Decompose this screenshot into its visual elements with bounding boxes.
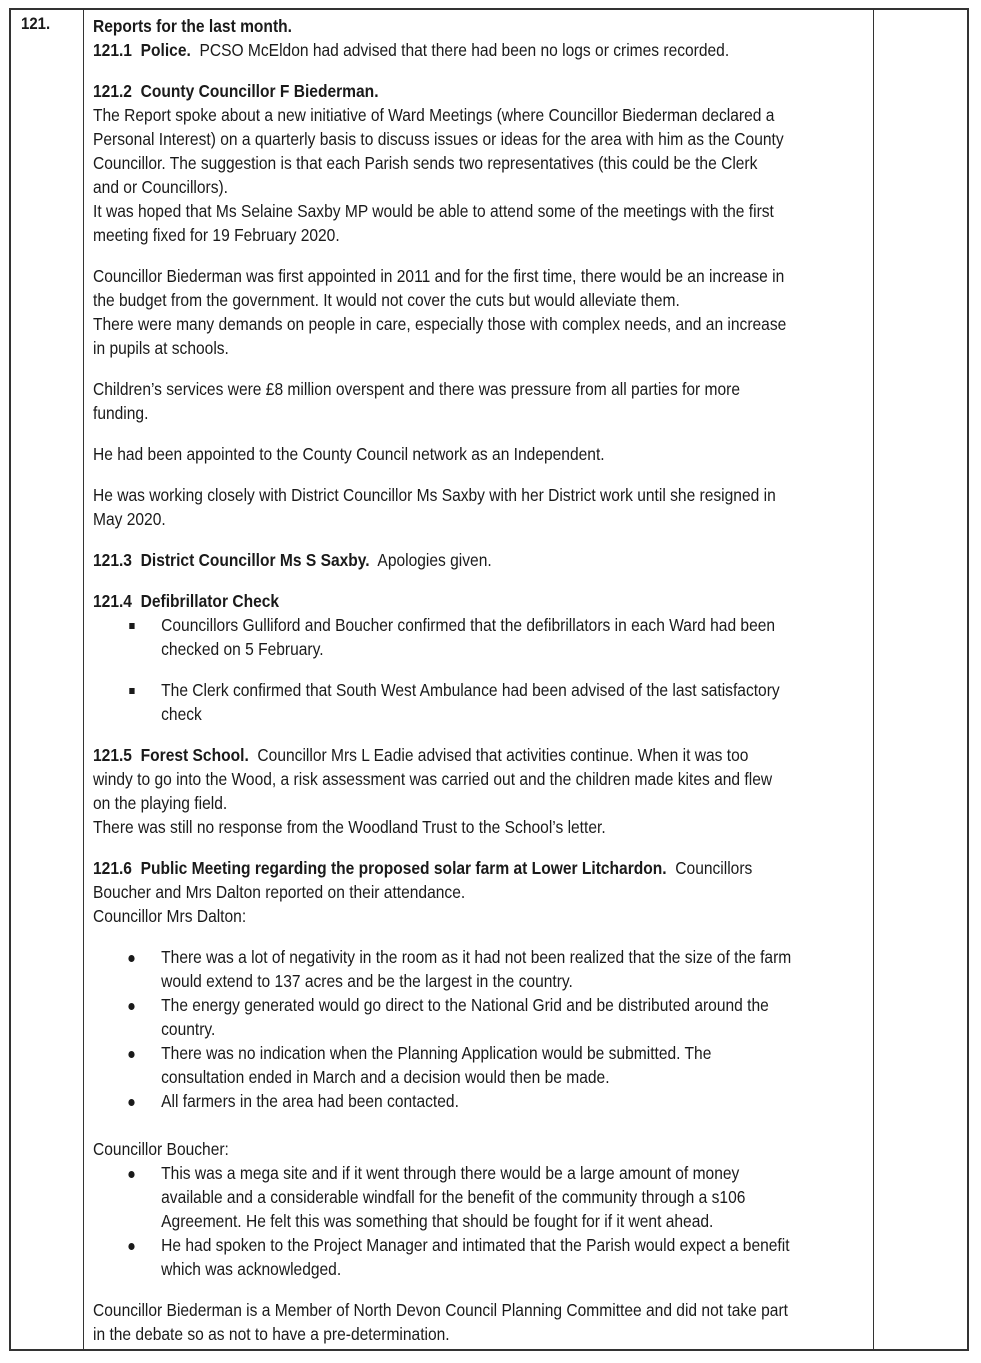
section-forest-school: 121.5 Forest School. Councillor Mrs L Eadie advised that activities continue. When it was too <box>93 745 749 765</box>
item-content <box>93 14 854 1346</box>
list-item: The Clerk confirmed that South West Ambulance had been advised of the last satisfactory check <box>93 678 854 726</box>
boucher-list <box>93 1161 854 1281</box>
bullet-icon <box>128 1243 134 1250</box>
bullet-icon <box>128 1171 134 1178</box>
column-divider <box>83 10 84 1349</box>
text-line: meeting fixed for 19 February 2020. <box>93 225 340 245</box>
text-line: Children’s services were £8 million overspent and there was pressure from all parties for more <box>93 379 741 399</box>
minutes-table <box>9 8 969 1351</box>
dalton-list <box>93 945 854 1113</box>
text-line: in pupils at schools. <box>93 338 229 358</box>
list-item: Councillors Gulliford and Boucher confirmed that the defibrillators in each Ward had been checked on 5 February. <box>93 613 854 661</box>
text-line: funding. <box>93 403 149 423</box>
list-item: The energy generated would go direct to the National Grid and be distributed around the country. <box>93 993 854 1041</box>
square-bullet-icon <box>129 623 134 629</box>
text-line: Councillor Biederman is a Member of North Devon Council Planning Committee and did not take part <box>93 1300 788 1320</box>
text-line: Councillor. The suggestion is that each Parish sends two representatives (this could be the Clerk <box>93 153 758 173</box>
defibrillator-list <box>93 613 854 726</box>
text-line: It was hoped that Ms Selaine Saxby MP would be able to attend some of the meetings with the first <box>93 201 774 221</box>
bullet-icon <box>128 955 134 962</box>
text-line: Councillor Mrs Dalton: <box>93 906 247 926</box>
square-bullet-icon <box>129 688 134 694</box>
text-line: The Report spoke about a new initiative of Ward Meetings (where Councillor Biederman declared a <box>93 105 775 125</box>
boucher-label: Councillor Boucher: <box>93 1139 229 1159</box>
section-police: 121.1 Police. PCSO McEldon had advised that there had been no logs or crimes recorded. <box>93 40 730 60</box>
text-line: Personal Interest) on a quarterly basis to discuss issues or ideas for the area with him as the County <box>93 129 784 149</box>
text-line: Boucher and Mrs Dalton reported on their attendance. <box>93 882 466 902</box>
text-line: He had been appointed to the County Council network as an Independent. <box>93 444 605 464</box>
section-public-meeting: 121.6 Public Meeting regarding the proposed solar farm at Lower Litchardon. Councillors <box>93 858 753 878</box>
text-line: windy to go into the Wood, a risk assessment was carried out and the children made kites and flew <box>93 769 773 789</box>
bullet-icon <box>128 1051 134 1058</box>
list-item: There was a lot of negativity in the room as it had not been realized that the size of the farm would extend to 137 acres and be the largest in the country. <box>93 945 854 993</box>
text-line: He was working closely with District Councillor Ms Saxby with her District work until she resigned in <box>93 485 776 505</box>
list-item: There was no indication when the Planning Application would be submitted. The consultation ended in March and a decision would then be made. <box>93 1041 854 1089</box>
bullet-icon <box>128 1003 134 1010</box>
text-line: on the playing field. <box>93 793 228 813</box>
text-line: Councillor Biederman was first appointed in 2011 and for the first time, there would be an increase in <box>93 266 785 286</box>
item-number: 121. <box>21 14 51 33</box>
section-defibrillator-title: 121.4 Defibrillator Check <box>93 591 280 611</box>
item-heading: Reports for the last month. <box>93 16 292 36</box>
text-line: There was still no response from the Woodland Trust to the School’s letter. <box>93 817 606 837</box>
text-line: the budget from the government. It would not cover the cuts but would alleviate them. <box>93 290 680 310</box>
column-divider <box>873 10 874 1349</box>
bullet-icon <box>128 1099 134 1106</box>
section-county-councillor-title: 121.2 County Councillor F Biederman. <box>93 81 379 101</box>
text-line: There were many demands on people in care, especially those with complex needs, and an increase <box>93 314 787 334</box>
list-item: He had spoken to the Project Manager and intimated that the Parish would expect a benefit which was acknowledged. <box>93 1233 854 1281</box>
list-item: All farmers in the area had been contacted. <box>93 1089 854 1113</box>
text-line: and or Councillors). <box>93 177 229 197</box>
section-district-councillor: 121.3 District Councillor Ms S Saxby. Apologies given. <box>93 550 492 570</box>
text-line: May 2020. <box>93 509 166 529</box>
list-item: This was a mega site and if it went through there would be a large amount of money available and a considerable windfall for the benefit of the community through a s106 Agreement. He felt this was something that should be fought for if it went ahead. <box>93 1161 854 1233</box>
text-line: in the debate so as not to have a pre-determination. <box>93 1324 450 1344</box>
